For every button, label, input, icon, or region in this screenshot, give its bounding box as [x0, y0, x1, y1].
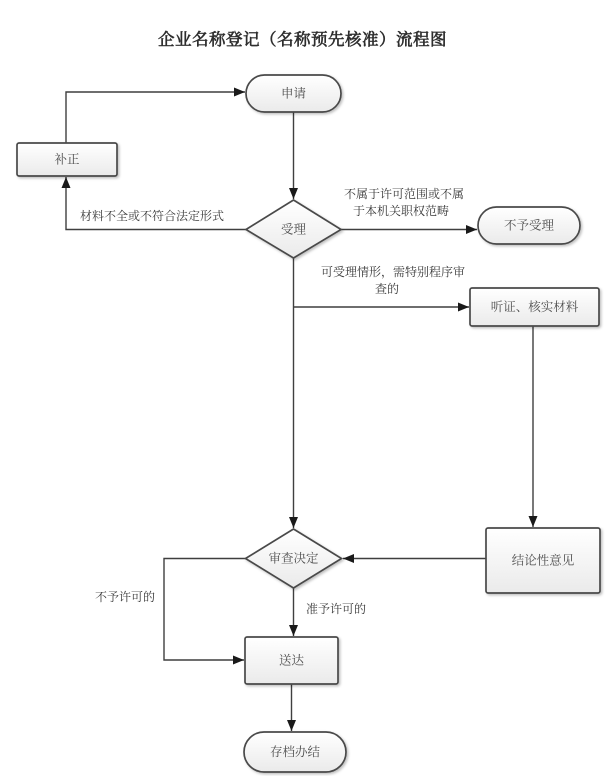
nodes: [17, 75, 600, 772]
not-accepted-label: 不予受理: [503, 218, 555, 233]
edge-correction-to-apply: [66, 92, 245, 143]
node-hearing: [470, 288, 599, 326]
archive-label: 存档办结: [269, 745, 321, 759]
label-special-procedure-line1: 可受理情形，需特别程序审: [320, 265, 466, 279]
node-conclusion: [486, 528, 600, 593]
label-out-of-scope-line1: 不属于许可范围或不属: [343, 187, 465, 201]
delivery-label: 送达: [278, 653, 305, 668]
node-decision: [246, 529, 342, 588]
node-delivery: [245, 637, 338, 684]
node-apply: [246, 75, 341, 112]
node-correction: [17, 143, 117, 176]
accept-label: 受理: [280, 222, 307, 237]
hearing-label: 听证、核实材料: [490, 300, 579, 314]
page-title: 企业名称登记（名称预先核准）流程图: [158, 31, 447, 49]
edge-decision-to-delivery-denied: [164, 559, 246, 661]
node-not-accepted: [478, 207, 580, 244]
label-not-permitted: 不予许可的: [94, 590, 156, 604]
apply-label: 申请: [280, 86, 307, 101]
decision-label: 审查决定: [268, 551, 319, 566]
node-archive: [244, 732, 346, 772]
label-special-procedure-line2: 查的: [374, 282, 400, 296]
correction-label: 补正: [54, 152, 80, 167]
label-out-of-scope-line2: 于本机关职权范畴: [352, 204, 450, 218]
conclusion-label: 结论性意见: [511, 553, 575, 568]
node-accept: [246, 200, 341, 258]
label-permitted: 准予许可的: [305, 602, 367, 616]
label-incomplete-materials: 材料不全或不符合法定形式: [79, 209, 225, 223]
